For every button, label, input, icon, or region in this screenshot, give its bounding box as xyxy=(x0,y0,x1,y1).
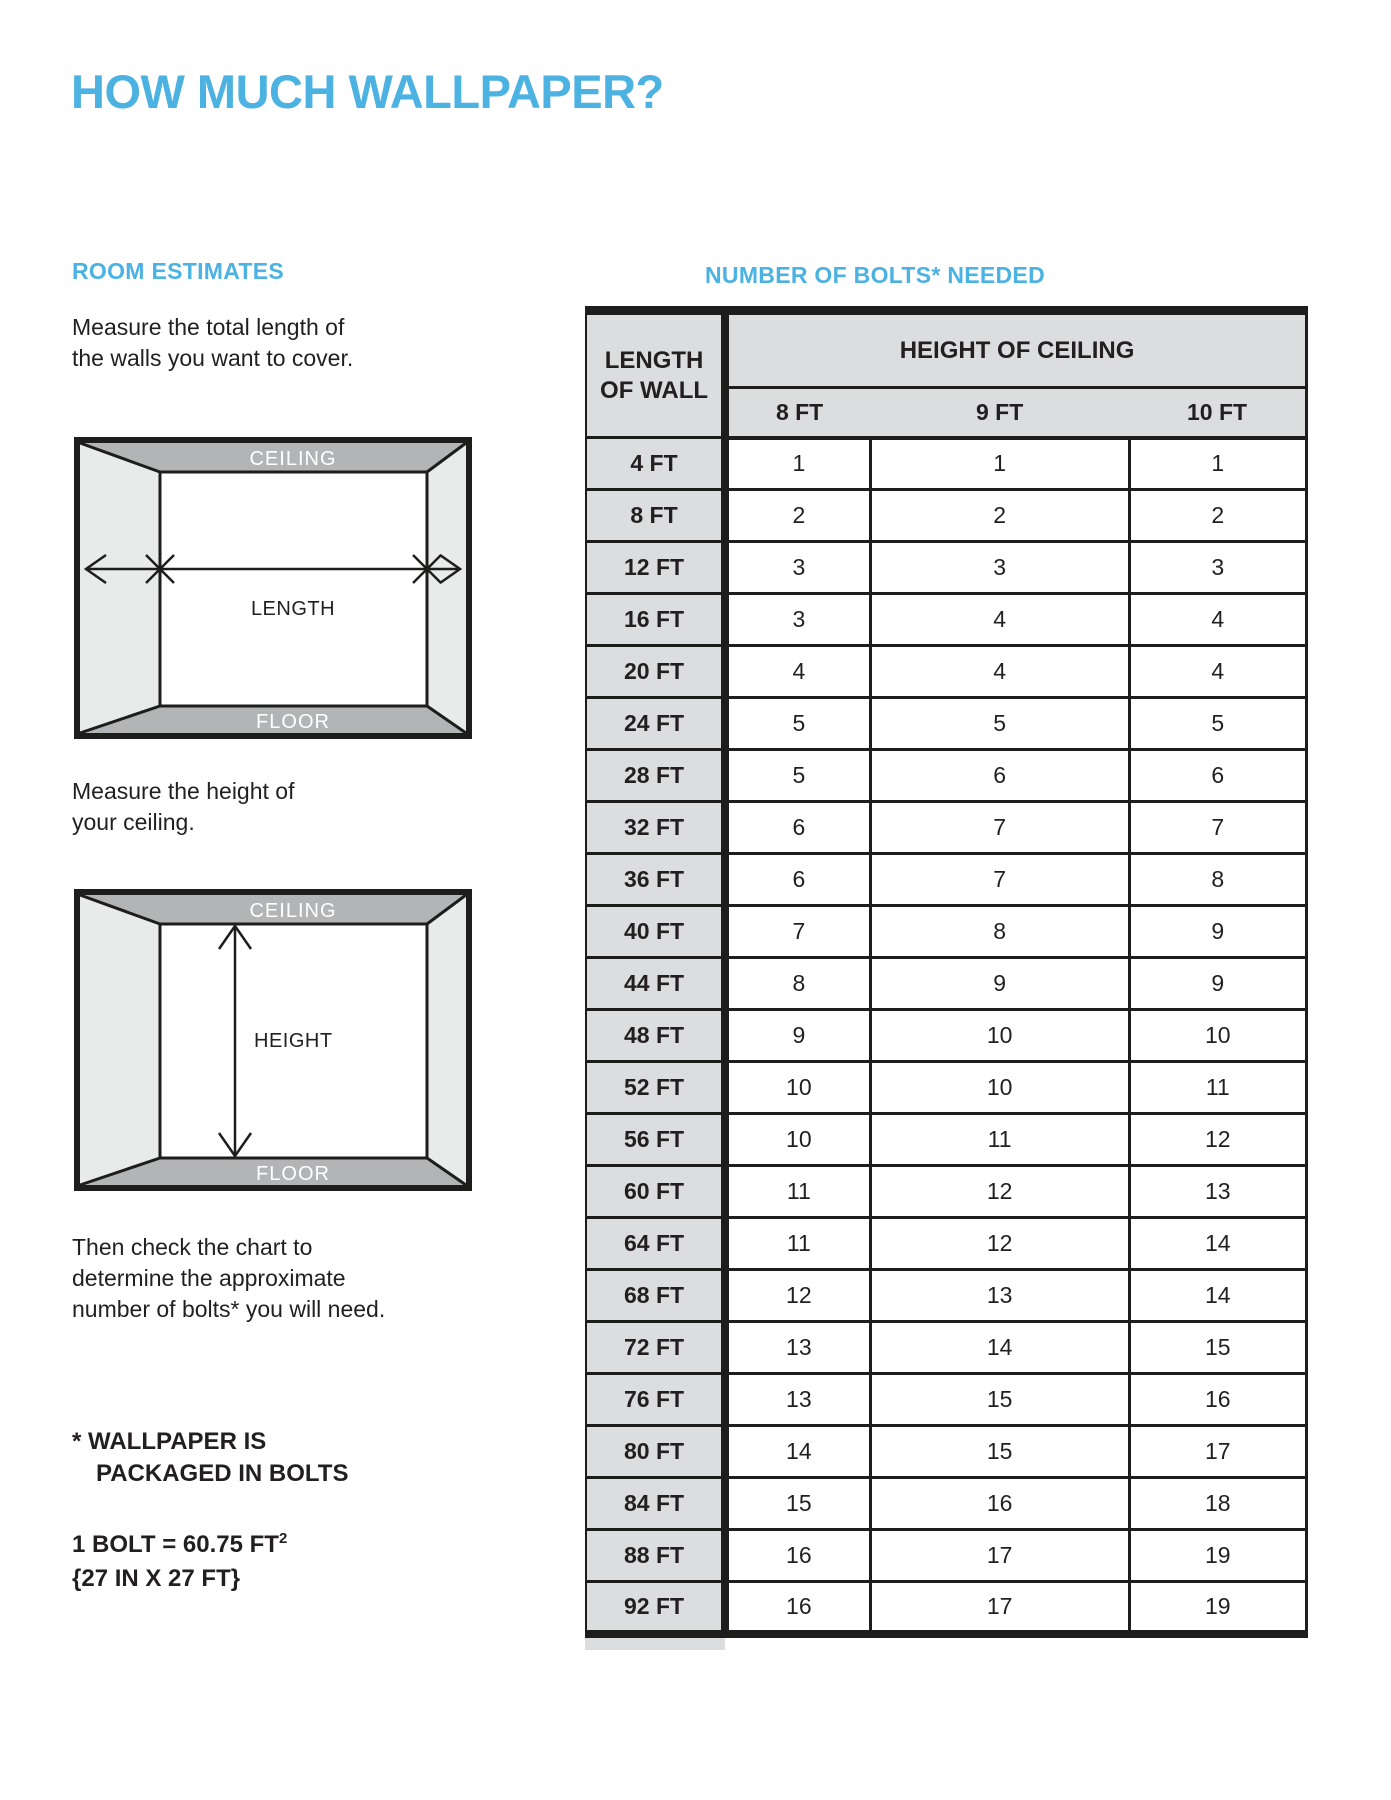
table-row xyxy=(586,646,1307,698)
right-wall xyxy=(427,895,466,1185)
bolt-count-cell: 17 xyxy=(870,1582,1129,1634)
row-label-wall-length: 56 FT xyxy=(586,1114,725,1166)
table-row xyxy=(586,802,1307,854)
table-row xyxy=(586,1166,1307,1218)
bolt-count-cell: 11 xyxy=(1129,1062,1306,1114)
left-wall xyxy=(80,895,160,1185)
bolt-count-cell: 3 xyxy=(870,542,1129,594)
room-length-diagram xyxy=(74,437,472,739)
right-wall xyxy=(427,443,466,733)
column-header-9ft: 9 FT xyxy=(870,388,1129,438)
ceiling-label: CEILING xyxy=(249,900,337,922)
bolt-count-cell: 6 xyxy=(725,802,870,854)
row-label-wall-length: 32 FT xyxy=(586,802,725,854)
bolt-count-cell: 14 xyxy=(1129,1218,1306,1270)
bolt-count-cell: 11 xyxy=(725,1166,870,1218)
bolt-count-cell: 15 xyxy=(870,1374,1129,1426)
row-label-wall-length: 80 FT xyxy=(586,1426,725,1478)
bolt-count-cell: 10 xyxy=(870,1010,1129,1062)
bolt-count-cell: 4 xyxy=(1129,594,1306,646)
bolt-count-cell: 15 xyxy=(870,1426,1129,1478)
bolt-count-cell: 5 xyxy=(870,698,1129,750)
bolt-count-cell: 17 xyxy=(1129,1426,1306,1478)
bolt-count-cell: 1 xyxy=(870,438,1129,490)
wallpaper-bolts-footnote xyxy=(72,1426,348,1490)
bolt-count-cell: 16 xyxy=(870,1478,1129,1530)
footnote-line: * WALLPAPER IS xyxy=(72,1428,267,1455)
table-row xyxy=(586,958,1307,1010)
instruction-check-chart xyxy=(72,1232,385,1325)
bolt-count-cell: 12 xyxy=(1129,1114,1306,1166)
table-row xyxy=(586,438,1307,490)
row-label-wall-length: 36 FT xyxy=(586,854,725,906)
length-label: LENGTH xyxy=(250,598,336,620)
table-row xyxy=(586,906,1307,958)
table-row xyxy=(586,698,1307,750)
instruction-measure-length xyxy=(72,312,353,374)
row-label-wall-length: 48 FT xyxy=(586,1010,725,1062)
squared-superscript: 2 xyxy=(278,1530,288,1547)
bolt-count-cell: 11 xyxy=(870,1114,1129,1166)
room-estimates-heading: ROOM ESTIMATES xyxy=(72,258,285,284)
row-label-wall-length: 72 FT xyxy=(586,1322,725,1374)
bolt-count-cell: 2 xyxy=(1129,490,1306,542)
instruction-line: your ceiling. xyxy=(72,809,195,835)
instruction-line: Measure the height of xyxy=(72,778,295,804)
footnote-line: PACKAGED IN BOLTS xyxy=(96,1460,349,1487)
bolt-count-cell: 4 xyxy=(870,594,1129,646)
bolt-count-cell: 12 xyxy=(870,1218,1129,1270)
instruction-line: the walls you want to cover. xyxy=(72,345,354,371)
bolt-count-cell: 4 xyxy=(725,646,870,698)
bolt-count-cell: 12 xyxy=(870,1166,1129,1218)
bolt-count-cell: 4 xyxy=(1129,646,1306,698)
bolt-count-cell: 6 xyxy=(870,750,1129,802)
page-title: HOW MUCH WALLPAPER? xyxy=(71,65,664,118)
table-row xyxy=(586,1530,1307,1582)
column-header-8ft: 8 FT xyxy=(725,388,870,438)
table-row xyxy=(586,750,1307,802)
table-row xyxy=(586,594,1307,646)
bolt-equation: 1 BOLT = 60.75 $FT^2$ xyxy=(72,1530,288,1558)
floor-label: FLOOR xyxy=(256,1163,330,1185)
bolts-table-heading: NUMBER OF BOLTS* NEEDED xyxy=(705,262,1045,288)
instruction-line: Measure the total length of xyxy=(72,314,345,340)
bolt-count-cell: 8 xyxy=(725,958,870,1010)
bolt-count-cell: 1 xyxy=(725,438,870,490)
table-row xyxy=(586,1062,1307,1114)
column-header-10ft: 10 FT xyxy=(1129,388,1306,438)
table-row xyxy=(586,1010,1307,1062)
bolt-count-cell: 9 xyxy=(725,1010,870,1062)
room-height-diagram xyxy=(74,889,472,1191)
row-label-wall-length: 92 FT xyxy=(586,1582,725,1634)
bolt-count-cell: 7 xyxy=(870,802,1129,854)
row-label-wall-length: 28 FT xyxy=(586,750,725,802)
height-label: HEIGHT xyxy=(254,1030,333,1052)
bolt-count-cell: 16 xyxy=(725,1530,870,1582)
row-label-wall-length: 44 FT xyxy=(586,958,725,1010)
bolt-count-cell: 17 xyxy=(870,1530,1129,1582)
table-row xyxy=(586,1426,1307,1478)
bolt-count-cell: 6 xyxy=(1129,750,1306,802)
bolt-count-cell: 13 xyxy=(725,1322,870,1374)
row-label-wall-length: 52 FT xyxy=(586,1062,725,1114)
instruction-line: Then check the chart to xyxy=(72,1234,313,1260)
bolt-count-cell: 9 xyxy=(1129,958,1306,1010)
bolt-count-cell: 19 xyxy=(1129,1582,1306,1634)
row-label-wall-length: 20 FT xyxy=(586,646,725,698)
bolt-count-cell: 10 xyxy=(725,1114,870,1166)
bolts-table xyxy=(585,306,1308,1638)
corner-header-length-of-wall: LENGTH OF WALL xyxy=(586,311,725,438)
row-label-wall-length: 4 FT xyxy=(586,438,725,490)
row-label-wall-length: 88 FT xyxy=(586,1530,725,1582)
table-row xyxy=(586,490,1307,542)
bolt-count-cell: 15 xyxy=(1129,1322,1306,1374)
bolt-count-cell: 4 xyxy=(870,646,1129,698)
row-label-wall-length: 16 FT xyxy=(586,594,725,646)
bolt-count-cell: 14 xyxy=(870,1322,1129,1374)
bolt-count-cell: 6 xyxy=(725,854,870,906)
floor-label: FLOOR xyxy=(256,711,330,733)
bolt-size-info xyxy=(72,1522,287,1596)
bolt-count-cell: 10 xyxy=(1129,1010,1306,1062)
bolt-count-cell: 10 xyxy=(870,1062,1129,1114)
row-label-wall-length: 60 FT xyxy=(586,1166,725,1218)
bolt-count-cell: 15 xyxy=(725,1478,870,1530)
bolt-count-cell: 11 xyxy=(725,1218,870,1270)
bolt-count-cell: 7 xyxy=(870,854,1129,906)
row-label-wall-length: 84 FT xyxy=(586,1478,725,1530)
row-label-wall-length: 64 FT xyxy=(586,1218,725,1270)
table-row xyxy=(586,542,1307,594)
instruction-line: number of bolts* you will need. xyxy=(72,1296,386,1322)
instruction-measure-height xyxy=(72,776,294,838)
row-label-wall-length: 12 FT xyxy=(586,542,725,594)
bolt-count-cell: 14 xyxy=(725,1426,870,1478)
instruction-line: determine the approximate xyxy=(72,1265,346,1291)
bolt-count-cell: 9 xyxy=(870,958,1129,1010)
bolt-count-cell: 3 xyxy=(725,542,870,594)
bolt-count-cell: 3 xyxy=(725,594,870,646)
bolt-count-cell: 5 xyxy=(725,698,870,750)
table-tail-strip xyxy=(585,1638,725,1650)
bolt-count-cell: 13 xyxy=(725,1374,870,1426)
table-row xyxy=(586,1218,1307,1270)
bolts-table-container xyxy=(585,306,1308,1650)
bolt-count-cell: 2 xyxy=(725,490,870,542)
bolt-count-cell: 18 xyxy=(1129,1478,1306,1530)
height-of-ceiling-header: HEIGHT OF CEILING xyxy=(725,311,1306,388)
bolt-count-cell: 12 xyxy=(725,1270,870,1322)
row-label-wall-length: 40 FT xyxy=(586,906,725,958)
bolt-count-cell: 16 xyxy=(725,1582,870,1634)
row-label-wall-length: 24 FT xyxy=(586,698,725,750)
table-row xyxy=(586,1114,1307,1166)
bolt-count-cell: 16 xyxy=(1129,1374,1306,1426)
bolt-count-cell: 5 xyxy=(725,750,870,802)
bolt-count-cell: 8 xyxy=(870,906,1129,958)
row-label-wall-length: 8 FT xyxy=(586,490,725,542)
bolt-count-cell: 5 xyxy=(1129,698,1306,750)
table-row xyxy=(586,1582,1307,1634)
bolt-count-cell: 3 xyxy=(1129,542,1306,594)
left-wall xyxy=(80,443,160,733)
table-row xyxy=(586,1478,1307,1530)
table-row xyxy=(586,1374,1307,1426)
table-row xyxy=(586,854,1307,906)
bolt-count-cell: 14 xyxy=(1129,1270,1306,1322)
bolt-count-cell: 19 xyxy=(1129,1530,1306,1582)
bolt-count-cell: 2 xyxy=(870,490,1129,542)
bolt-count-cell: 13 xyxy=(1129,1166,1306,1218)
bolt-count-cell: 13 xyxy=(870,1270,1129,1322)
bolt-count-cell: 8 xyxy=(1129,854,1306,906)
table-row xyxy=(586,1322,1307,1374)
table-row xyxy=(586,1270,1307,1322)
row-label-wall-length: 68 FT xyxy=(586,1270,725,1322)
bolt-count-cell: 1 xyxy=(1129,438,1306,490)
ceiling-label: CEILING xyxy=(249,448,337,470)
bolt-count-cell: 7 xyxy=(1129,802,1306,854)
bolt-count-cell: 9 xyxy=(1129,906,1306,958)
bolt-count-cell: 7 xyxy=(725,906,870,958)
row-label-wall-length: 76 FT xyxy=(586,1374,725,1426)
bolt-dimensions: {27 IN X 27 FT} xyxy=(72,1565,241,1592)
back-wall xyxy=(160,472,427,706)
bolt-count-cell: 10 xyxy=(725,1062,870,1114)
